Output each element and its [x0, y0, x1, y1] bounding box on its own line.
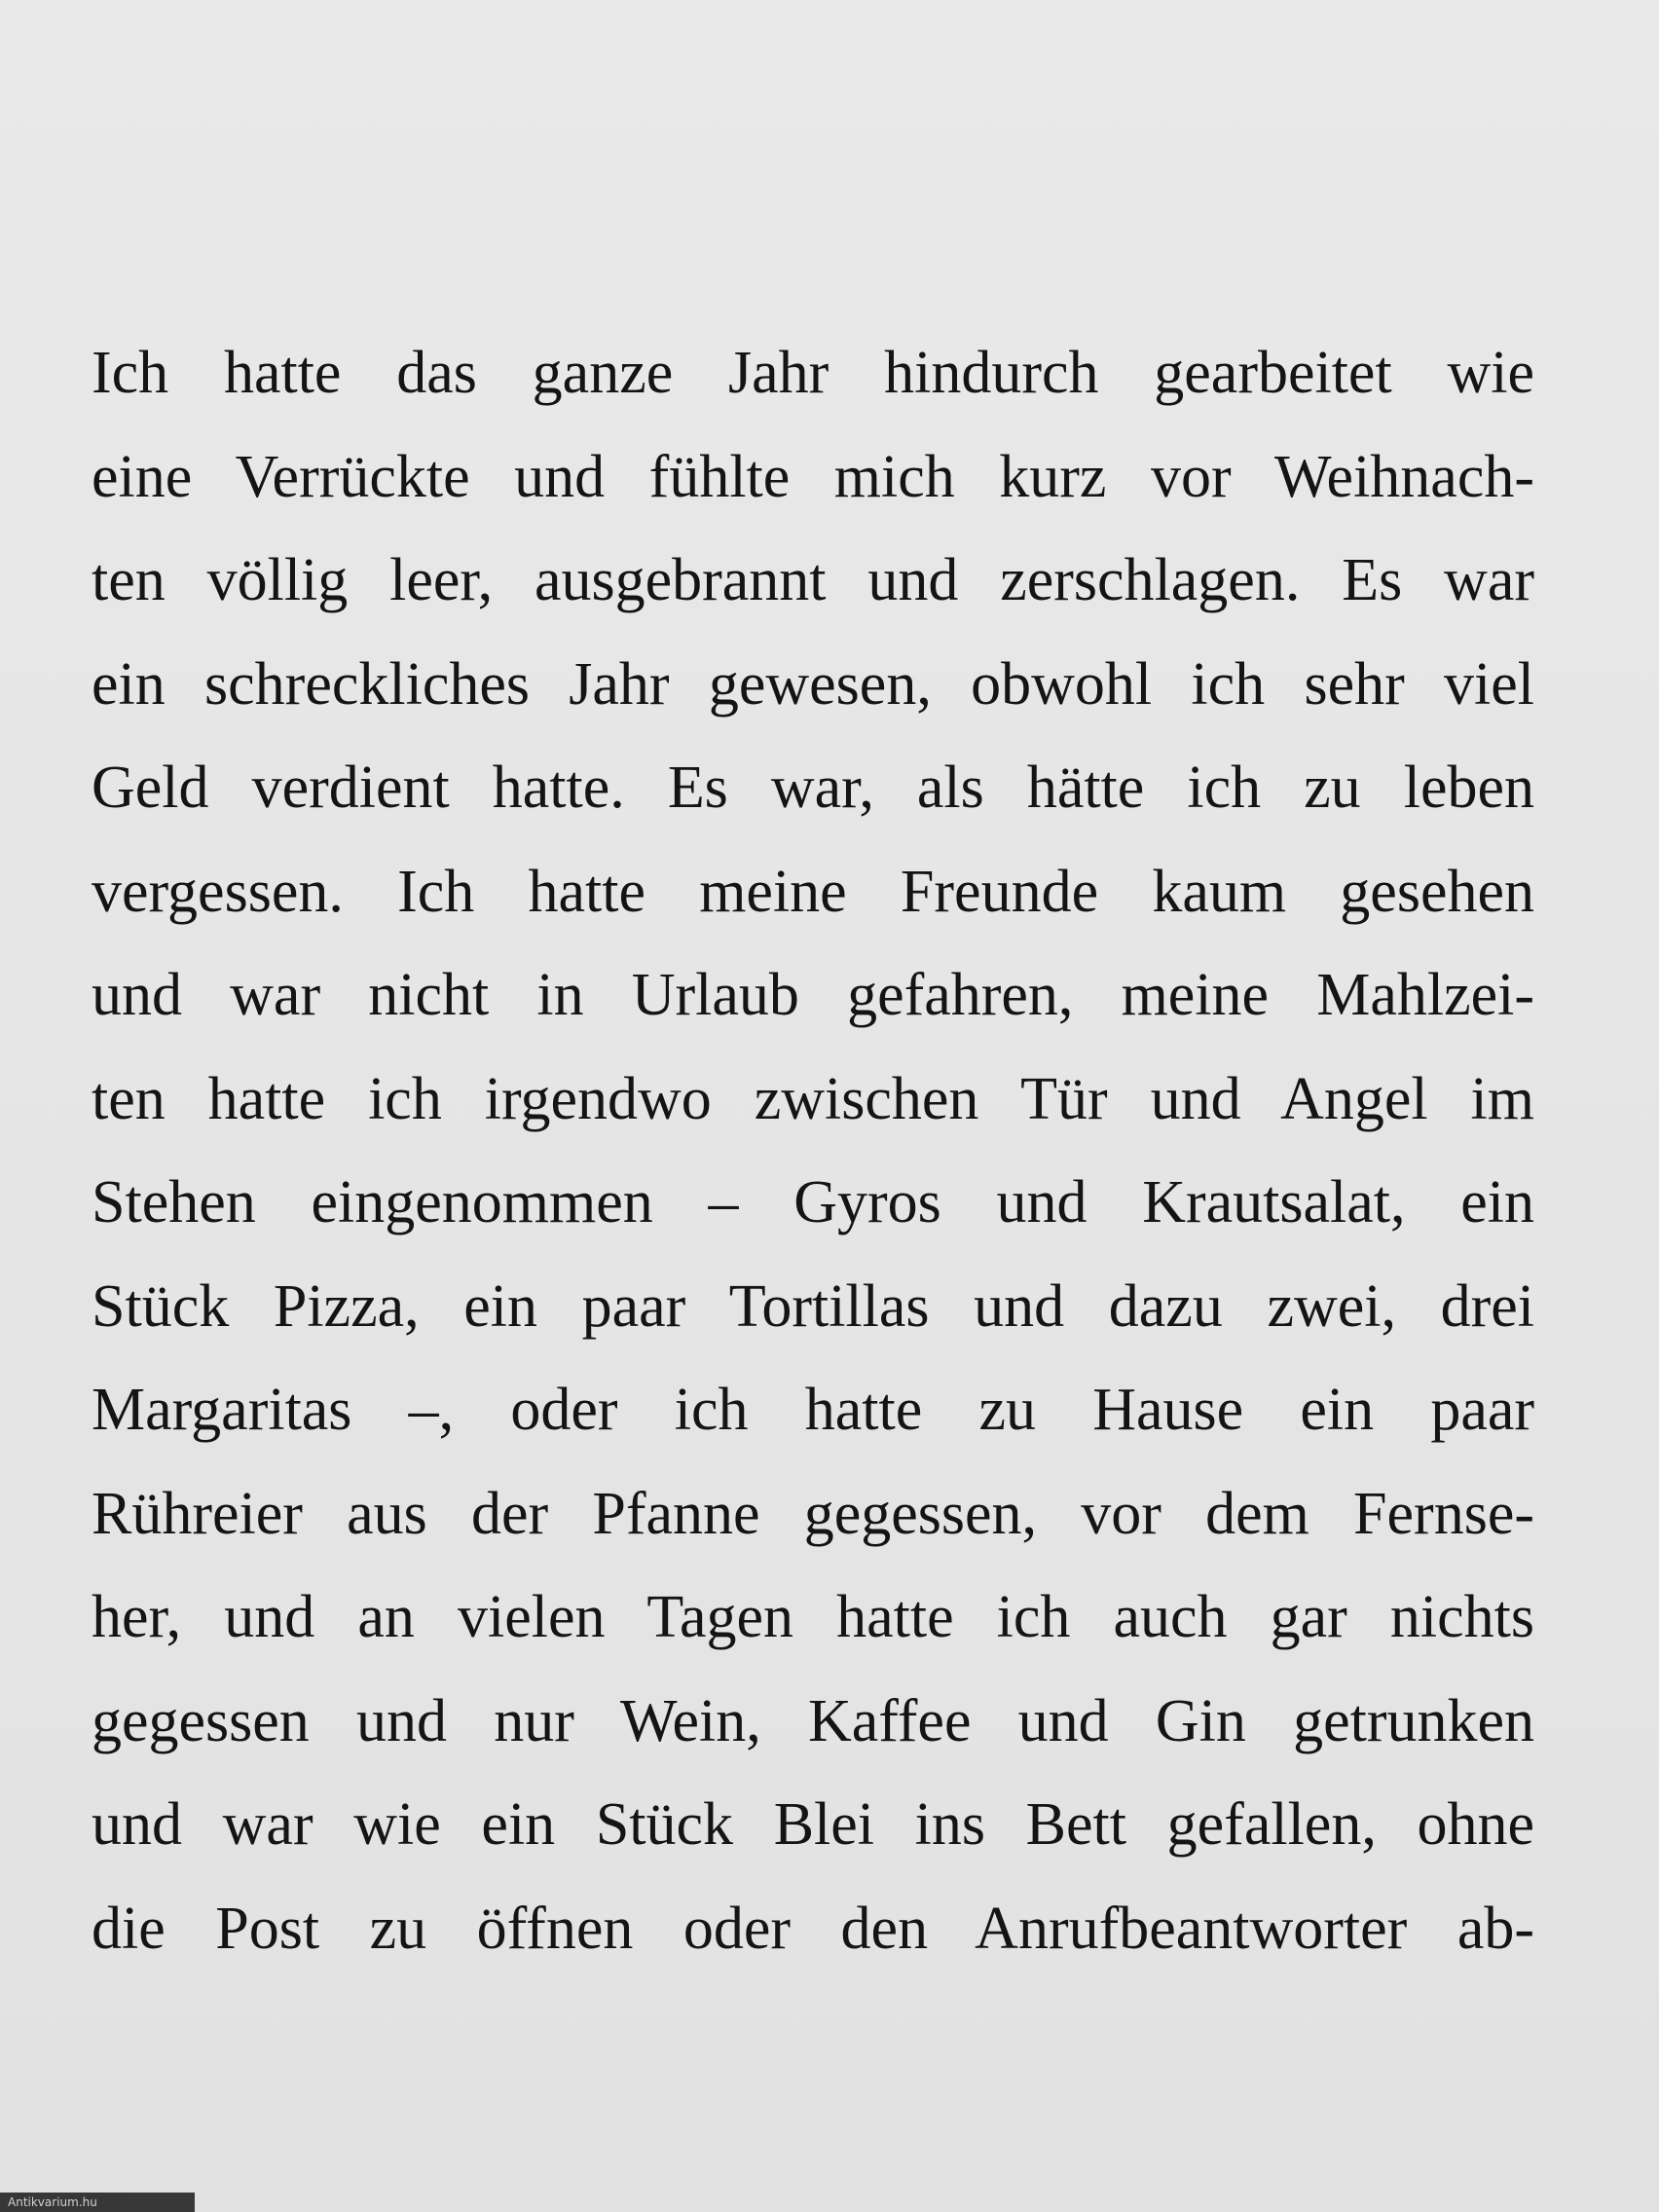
text-line: Geld verdient hatte. Es war, als hätte ich zu leben [92, 755, 1534, 821]
text-line: Stück Pizza, ein paar Tortillas und dazu zwei, drei [92, 1272, 1534, 1340]
text-line: her, und an vielen Tagen hatte ich auch gar nichts [92, 1584, 1534, 1650]
text-line: ten völlig leer, ausgebrannt und zerschlagen. Es war [92, 547, 1534, 613]
text-line: ein schreckliches Jahr gewesen, obwohl ich sehr viel [92, 650, 1534, 718]
text-line: eine Verrückte und fühlte mich kurz vor Weihnach- [92, 443, 1534, 510]
text-line: Margaritas –, oder ich hatte zu Hause ein paar [92, 1377, 1534, 1443]
text-line: vergessen. Ich hatte meine Freunde kaum gesehen [92, 858, 1534, 925]
text-line: gegessen und nur Wein, Kaffee und Gin getrunken [92, 1687, 1534, 1754]
text-line: die Post zu öffnen oder den Anrufbeantworter ab- [92, 1895, 1534, 1962]
text-line: Ich hatte das ganze Jahr hindurch gearbeitet wie [92, 340, 1534, 406]
text-line: und war nicht in Urlaub gefahren, meine Mahlzei- [92, 962, 1534, 1028]
text-line: ten hatte ich irgendwo zwischen Tür und Angel im [92, 1065, 1534, 1132]
text-line: Rühreier aus der Pfanne gegessen, vor dem Fernse- [92, 1480, 1534, 1547]
text-line: und war wie ein Stück Blei ins Bett gefallen, ohne [92, 1791, 1534, 1858]
watermark: Antikvarium.hu [0, 2193, 195, 2212]
text-line: Stehen eingenommen – Gyros und Krautsalat, ein [92, 1169, 1534, 1235]
body-text [92, 321, 1534, 1980]
